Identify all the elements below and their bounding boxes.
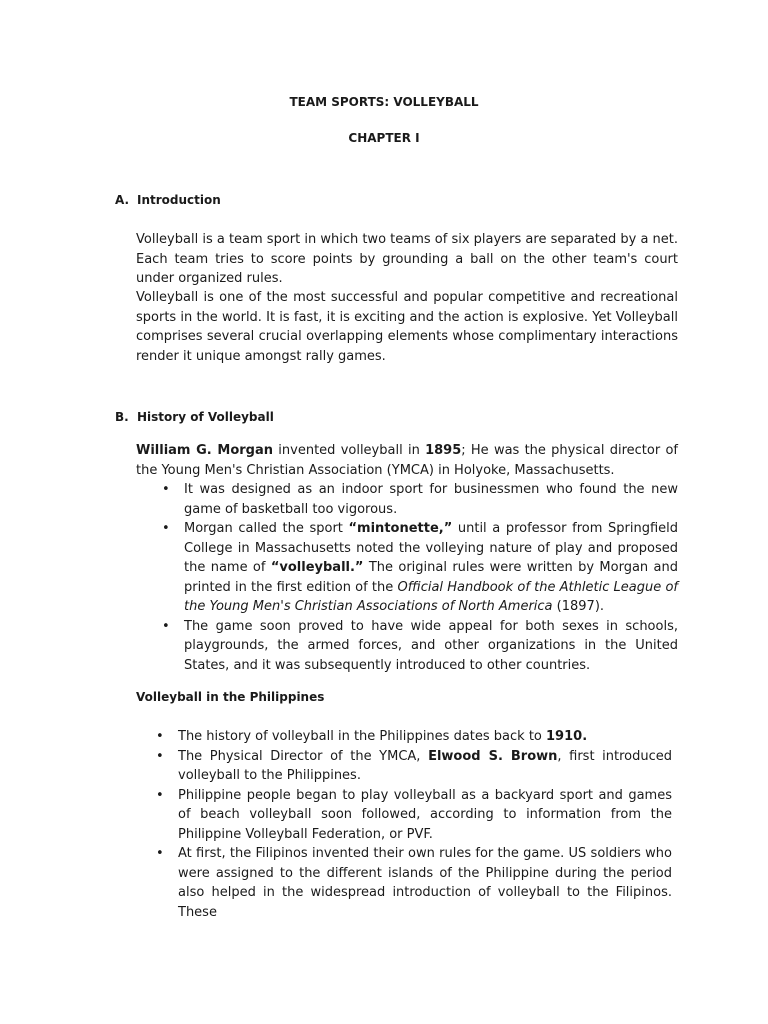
lead-text-1: invented volleyball in [273,443,426,458]
bullet2-text-e: The original rules were written by Morgan and printed in the first edition of the [184,560,678,595]
year-1895: 1895 [425,443,462,458]
mintonette-term: “mintonette,” [348,521,453,536]
document-title: TEAM SPORTS: VOLLEYBALL [289,95,479,109]
intro-paragraph-1: Volleyball is a team sport in which two teams of six players are separated by a net. Each team tries to score points by grounding a ball on the other team's court under organized rules. [136,232,679,286]
volleyball-term: “volleyball.” [270,560,364,575]
ph-b2-text-c: , first introduced volleyball to the Philippines. [178,748,673,783]
ph-b1-text: The history of volleyball in the Philippines dates back to [178,729,547,744]
history-bullet-3: • The game soon proved to have wide appeal for both sexes in schools, playgrounds, the armed forces, and other organizations in the United States, and it was subsequently introduced to other countries. [158,617,678,676]
morgan-name: William G. Morgan [136,443,274,458]
ph-bullet-1 [152,727,672,747]
bullet2-text-c: until a professor from Springfield College in Massachusetts noted the volleying nature of play and proposed the name of [184,521,678,575]
section-a-title: Introduction [137,193,221,207]
ph-bullet-3: • Philippine people began to play volleyball as a backyard sport and games of beach volleyball soon followed, according to information from the Philippine Volleyball Federation, or PVF. [152,786,672,845]
intro-paragraph-2: Volleyball is one of the most successful and popular competitive and recreational sports in the world. It is fast, it is exciting and the action is explosive. Yet Volleyball comprises several crucial overlapping elements whose complimentary interactions render it unique amongst rally games. [136,290,678,364]
section-b-heading [115,410,274,424]
history-bullet-2 [158,519,678,617]
ph-b2-text-a: The Physical Director of the YMCA, [178,748,429,764]
section-a-letter: A. [115,193,130,207]
philippines-bullet-list [152,727,672,922]
section-b-letter: B. [115,410,129,424]
elwood-brown-name: Elwood S. Brown [428,748,558,764]
bullet2-text-g: (1897). [552,599,605,614]
ph-bullet-2 [152,747,672,786]
philippines-heading: Volleyball in the Philippines [136,690,325,704]
chapter-title: CHAPTER I [348,131,420,145]
ph-bullet-4: • At first, the Filipinos invented their own rules for the game. US soldiers who were assigned to the different islands of the Philippine during the period also helped in the widespread introduction of volleyball to the Filipinos. These [152,844,672,922]
lead-text-2: ; He was the physical director of the Young Men's Christian Association (YMCA) in Holyoke, Massachusetts. [136,443,678,478]
history-bullet-1: • It was designed as an indoor sport for businessmen who found the new game of basketball too vigorous. [158,480,678,519]
history-lead-paragraph [136,441,678,480]
section-b-title: History of Volleyball [137,410,274,424]
year-1910: 1910. [546,729,588,744]
handbook-title: Official Handbook of the Athletic League of the Young Men's Christian Associations of North America [184,579,678,614]
section-a-heading [115,193,221,207]
bullet2-text-a: Morgan called the sport [184,521,349,536]
history-bullet-list [158,480,678,675]
